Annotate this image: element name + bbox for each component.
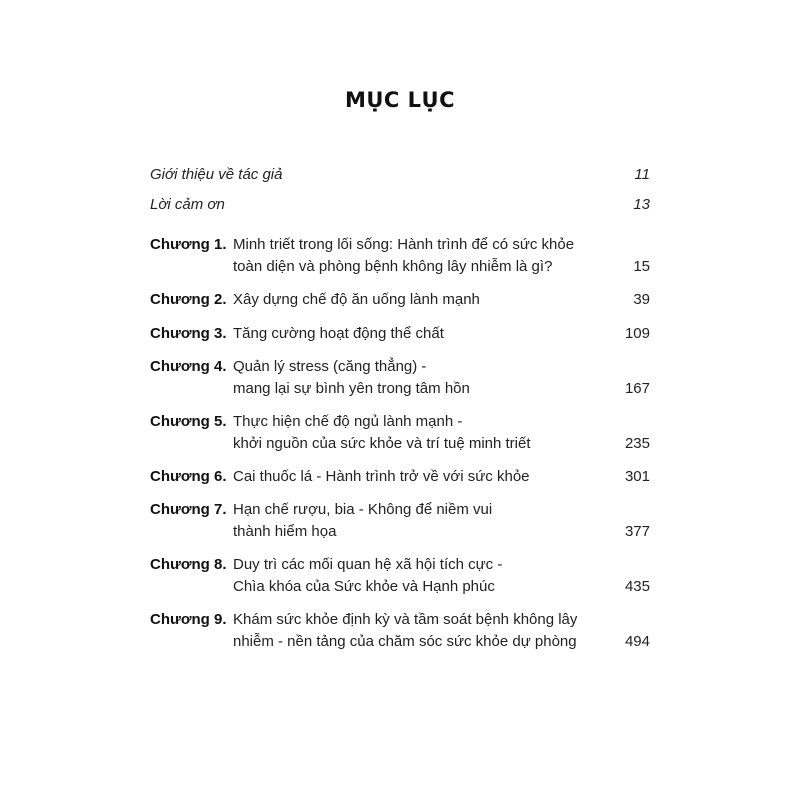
chapter-title-line: Cai thuốc lá - Hành trình trở về với sức khỏe (233, 468, 530, 485)
chapter-title-line: Hạn chế rượu, bia - Không để niềm vui (233, 501, 493, 518)
chapter-label: Chương 2. (150, 291, 227, 308)
toc-page-number: 13 (633, 196, 650, 213)
toc-entry-chapter-9[interactable] (150, 611, 650, 655)
chapter-title-line: Duy trì các mối quan hệ xã hội tích cực - (233, 556, 503, 573)
chapter-title-line: Minh triết trong lối sống: Hành trình để có sức khỏe (233, 236, 575, 253)
chapter-label: Chương 5. (150, 413, 227, 430)
toc-page-number: 15 (633, 258, 650, 275)
chapter-label: Chương 7. (150, 501, 227, 518)
toc-page-number: 494 (624, 633, 650, 650)
chapter-title-line: Quản lý stress (căng thẳng) - (233, 358, 427, 375)
toc-entry-chapter-3[interactable] (150, 325, 650, 347)
chapter-label: Chương 6. (150, 468, 227, 485)
toc-page-number: 39 (633, 291, 650, 308)
toc-entry-acknowledgements[interactable] (150, 196, 652, 216)
chapter-label: Chương 9. (150, 611, 227, 628)
toc-page-number: 301 (624, 468, 650, 485)
toc-entry-chapter-4[interactable] (150, 358, 650, 402)
toc-entry-chapter-2[interactable] (150, 291, 650, 313)
page-title: MỤC LỤC (344, 88, 456, 112)
toc-page-number: 377 (624, 523, 650, 540)
chapter-title-line: Khám sức khỏe định kỳ và tầm soát bệnh không lây (233, 611, 578, 628)
toc-entry-chapter-5[interactable] (150, 413, 650, 457)
toc-page-number: 11 (634, 166, 650, 183)
chapter-title-line: toàn diện và phòng bệnh không lây nhiễm là gì? (233, 258, 553, 275)
chapter-title-line: Tăng cường hoạt động thể chất (233, 325, 444, 342)
chapter-title-line: khởi nguồn của sức khỏe và trí tuệ minh triết (233, 435, 531, 452)
toc-page-number: 435 (624, 578, 650, 595)
chapter-label: Chương 4. (150, 358, 227, 375)
toc-entry-chapter-7[interactable] (150, 501, 650, 545)
chapter-label: Chương 1. (150, 236, 227, 253)
toc-page-number: 235 (624, 435, 650, 452)
toc-entry-chapter-6[interactable] (150, 468, 650, 490)
chapter-title-line: Thực hiện chế độ ngủ lành mạnh - (233, 413, 463, 430)
chapter-label: Chương 8. (150, 556, 227, 573)
toc-page-number: 109 (624, 325, 650, 342)
chapter-title-line: mang lại sự bình yên trong tâm hồn (233, 380, 470, 397)
chapter-title-line: thành hiểm họa (233, 523, 337, 540)
toc-entry-chapter-1[interactable] (150, 236, 650, 280)
chapter-title-line: Chìa khóa của Sức khỏe và Hạnh phúc (233, 578, 495, 595)
chapter-title-line: nhiễm - nền tảng của chăm sóc sức khỏe dự phòng (233, 633, 577, 650)
toc-entry-author-intro[interactable] (150, 166, 652, 186)
chapter-title-line: Xây dựng chế độ ăn uống lành mạnh (233, 291, 480, 308)
toc-entry-label: Giới thiệu về tác giả (150, 166, 283, 183)
toc-entry-label: Lời cảm ơn (150, 196, 225, 213)
toc-entry-chapter-8[interactable] (150, 556, 650, 600)
chapter-label: Chương 3. (150, 325, 227, 342)
toc-page-number: 167 (624, 380, 650, 397)
